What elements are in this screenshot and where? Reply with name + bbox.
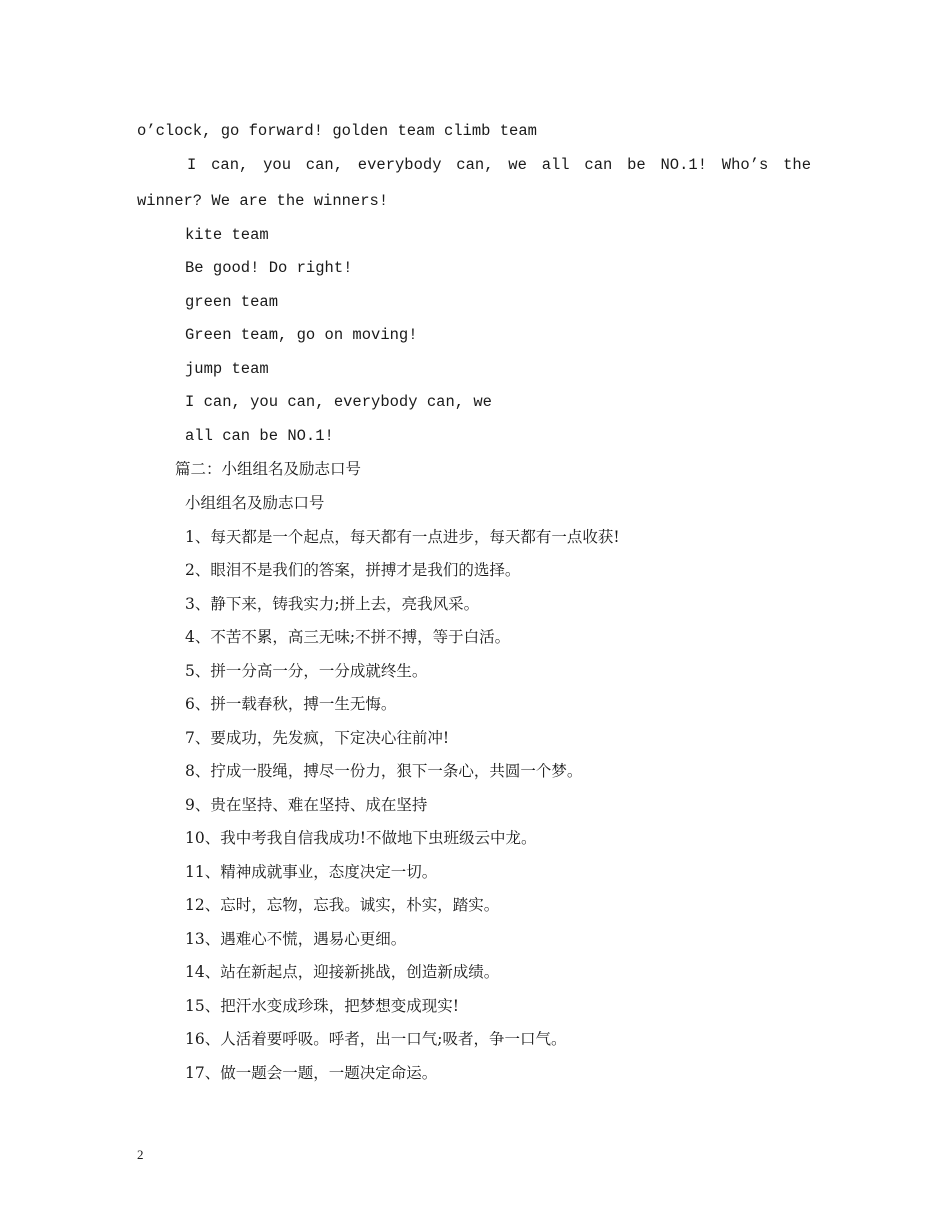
slogan-item: 17、做一题会一题，一题决定命运。 [185,1064,438,1082]
text-line: I can, you can, everybody can, we [185,393,492,411]
text-line: kite team [185,226,269,244]
slogan-item: 16、人活着要呼吸。呼者，出一口气;吸者，争一口气。 [185,1030,567,1048]
page-number: 2 [137,1147,144,1162]
subtitle: 小组组名及励志口号 [185,494,325,512]
slogan-item: 1、每天都是一个起点，每天都有一点进步，每天都有一点收获! [185,528,620,546]
text-line: green team [185,293,279,311]
slogan-item: 12、忘时，忘物，忘我。诚实，朴实，踏实。 [185,896,500,914]
text-line: Be good! Do right! [185,259,353,277]
text-line: winner? We are the winners! [137,192,389,210]
slogan-item: 9、贵在坚持、难在坚持、成在坚持 [185,796,428,814]
slogan-item: 13、遇难心不慌，遇易心更细。 [185,930,407,948]
slogan-item: 11、精神成就事业，态度决定一切。 [185,863,438,881]
slogan-item: 4、不苦不累，高三无味;不拼不搏，等于白活。 [185,628,511,646]
slogan-item: 8、拧成一股绳，搏尽一份力，狠下一条心，共圆一个梦。 [185,762,583,780]
text-line: o’clock, go forward! golden team climb team [137,122,537,140]
slogan-item: 14、站在新起点，迎接新挑战，创造新成绩。 [185,963,500,981]
section-title: 篇二：小组组名及励志口号 [175,460,362,478]
text-line: I can, you can, everybody can, we all can be NO.1! Who’s the [187,156,811,174]
slogan-item: 6、拼一载春秋，搏一生无悔。 [185,695,397,713]
text-line: Green team, go on moving! [185,326,418,344]
slogan-item: 7、要成功，先发疯，下定决心往前冲! [185,729,450,747]
text-line: jump team [185,360,269,378]
slogan-item: 10、我中考我自信我成功!不做地下虫班级云中龙。 [185,829,537,847]
slogan-item: 5、拼一分高一分，一分成就终生。 [185,662,428,680]
slogan-item: 2、眼泪不是我们的答案，拼搏才是我们的选择。 [185,561,521,579]
slogan-item: 3、静下来，铸我实力;拼上去，亮我风采。 [185,595,480,613]
text-line: all can be NO.1! [185,427,334,445]
slogan-item: 15、把汗水变成珍珠，把梦想变成现实! [185,997,459,1015]
